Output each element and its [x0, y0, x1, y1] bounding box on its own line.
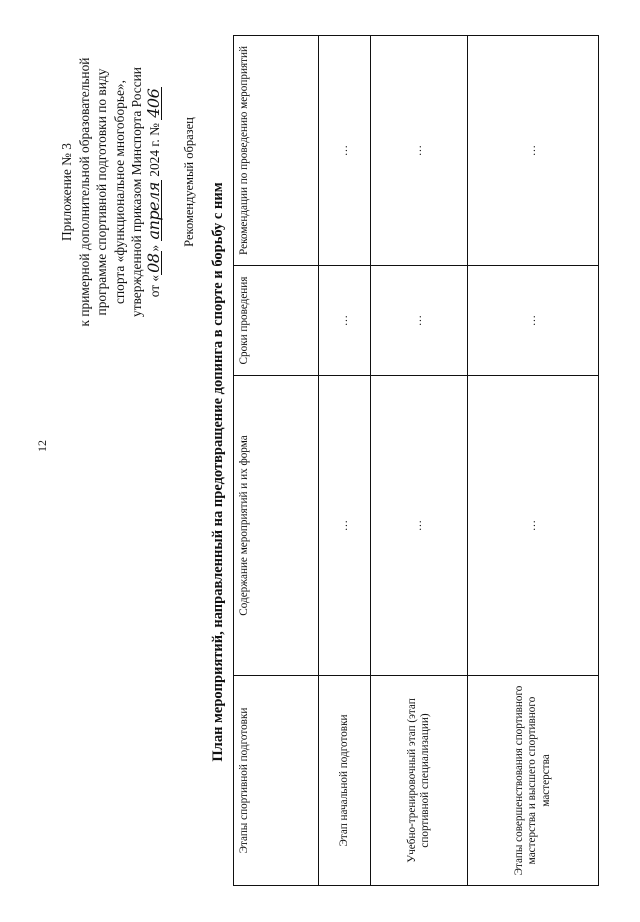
- row-timing: …: [318, 266, 370, 376]
- row-stage: Этап начальной подготовки: [318, 676, 370, 886]
- row-recommendation: …: [318, 36, 370, 266]
- row-recommendation: …: [467, 36, 598, 266]
- handwritten-number: 406: [143, 88, 163, 118]
- row-content: …: [467, 376, 598, 676]
- row-stage: Учебно-тренировочный этап (этап спортивной специализации): [371, 676, 468, 886]
- appendix-line-2: программе спортивной подготовки по виду: [94, 68, 109, 316]
- row-timing: …: [467, 266, 598, 376]
- appendix-line-3: спорта «функциональное многоборье»,: [111, 80, 127, 304]
- page-number: 12: [35, 440, 49, 452]
- table-row: [318, 36, 370, 886]
- header-stages: Этапы спортивной подготовки: [234, 676, 319, 886]
- document-title: План мероприятий, направленный на предотвращение допинга в спорте и борьбу с ним: [210, 182, 226, 762]
- date-prefix: от «: [146, 274, 162, 298]
- row-content: …: [318, 376, 370, 676]
- appendix-line-1: к примерной дополнительной образовательной: [76, 57, 92, 327]
- header-recommendations: Рекомендации по проведению мероприятий: [234, 36, 319, 266]
- handwritten-month: апреля: [143, 182, 163, 240]
- date-mid: »: [146, 244, 162, 252]
- measures-table: [233, 35, 599, 886]
- table-row: [371, 36, 468, 886]
- row-stage: Этапы совершенствования спортивного мастерства и высшего спортивного мастерства: [467, 676, 598, 886]
- row-recommendation: …: [371, 36, 468, 266]
- row-timing: …: [371, 266, 468, 376]
- handwritten-day: 08: [143, 253, 163, 273]
- appendix-date-line: [143, 22, 164, 362]
- appendix-block: [58, 22, 163, 362]
- appendix-title: Приложение № 3: [59, 142, 74, 242]
- row-content: …: [371, 376, 468, 676]
- header-content: Содержание мероприятий и их форма: [234, 376, 319, 676]
- sample-label: Рекомендуемый образец: [182, 117, 196, 247]
- table-header-row: [234, 36, 319, 886]
- table-row: [467, 36, 598, 886]
- header-timing: Сроки проведения: [234, 266, 319, 376]
- date-year: 2024 г. №: [146, 123, 162, 177]
- appendix-line-4: утвержденной приказом Минспорта России: [129, 67, 144, 317]
